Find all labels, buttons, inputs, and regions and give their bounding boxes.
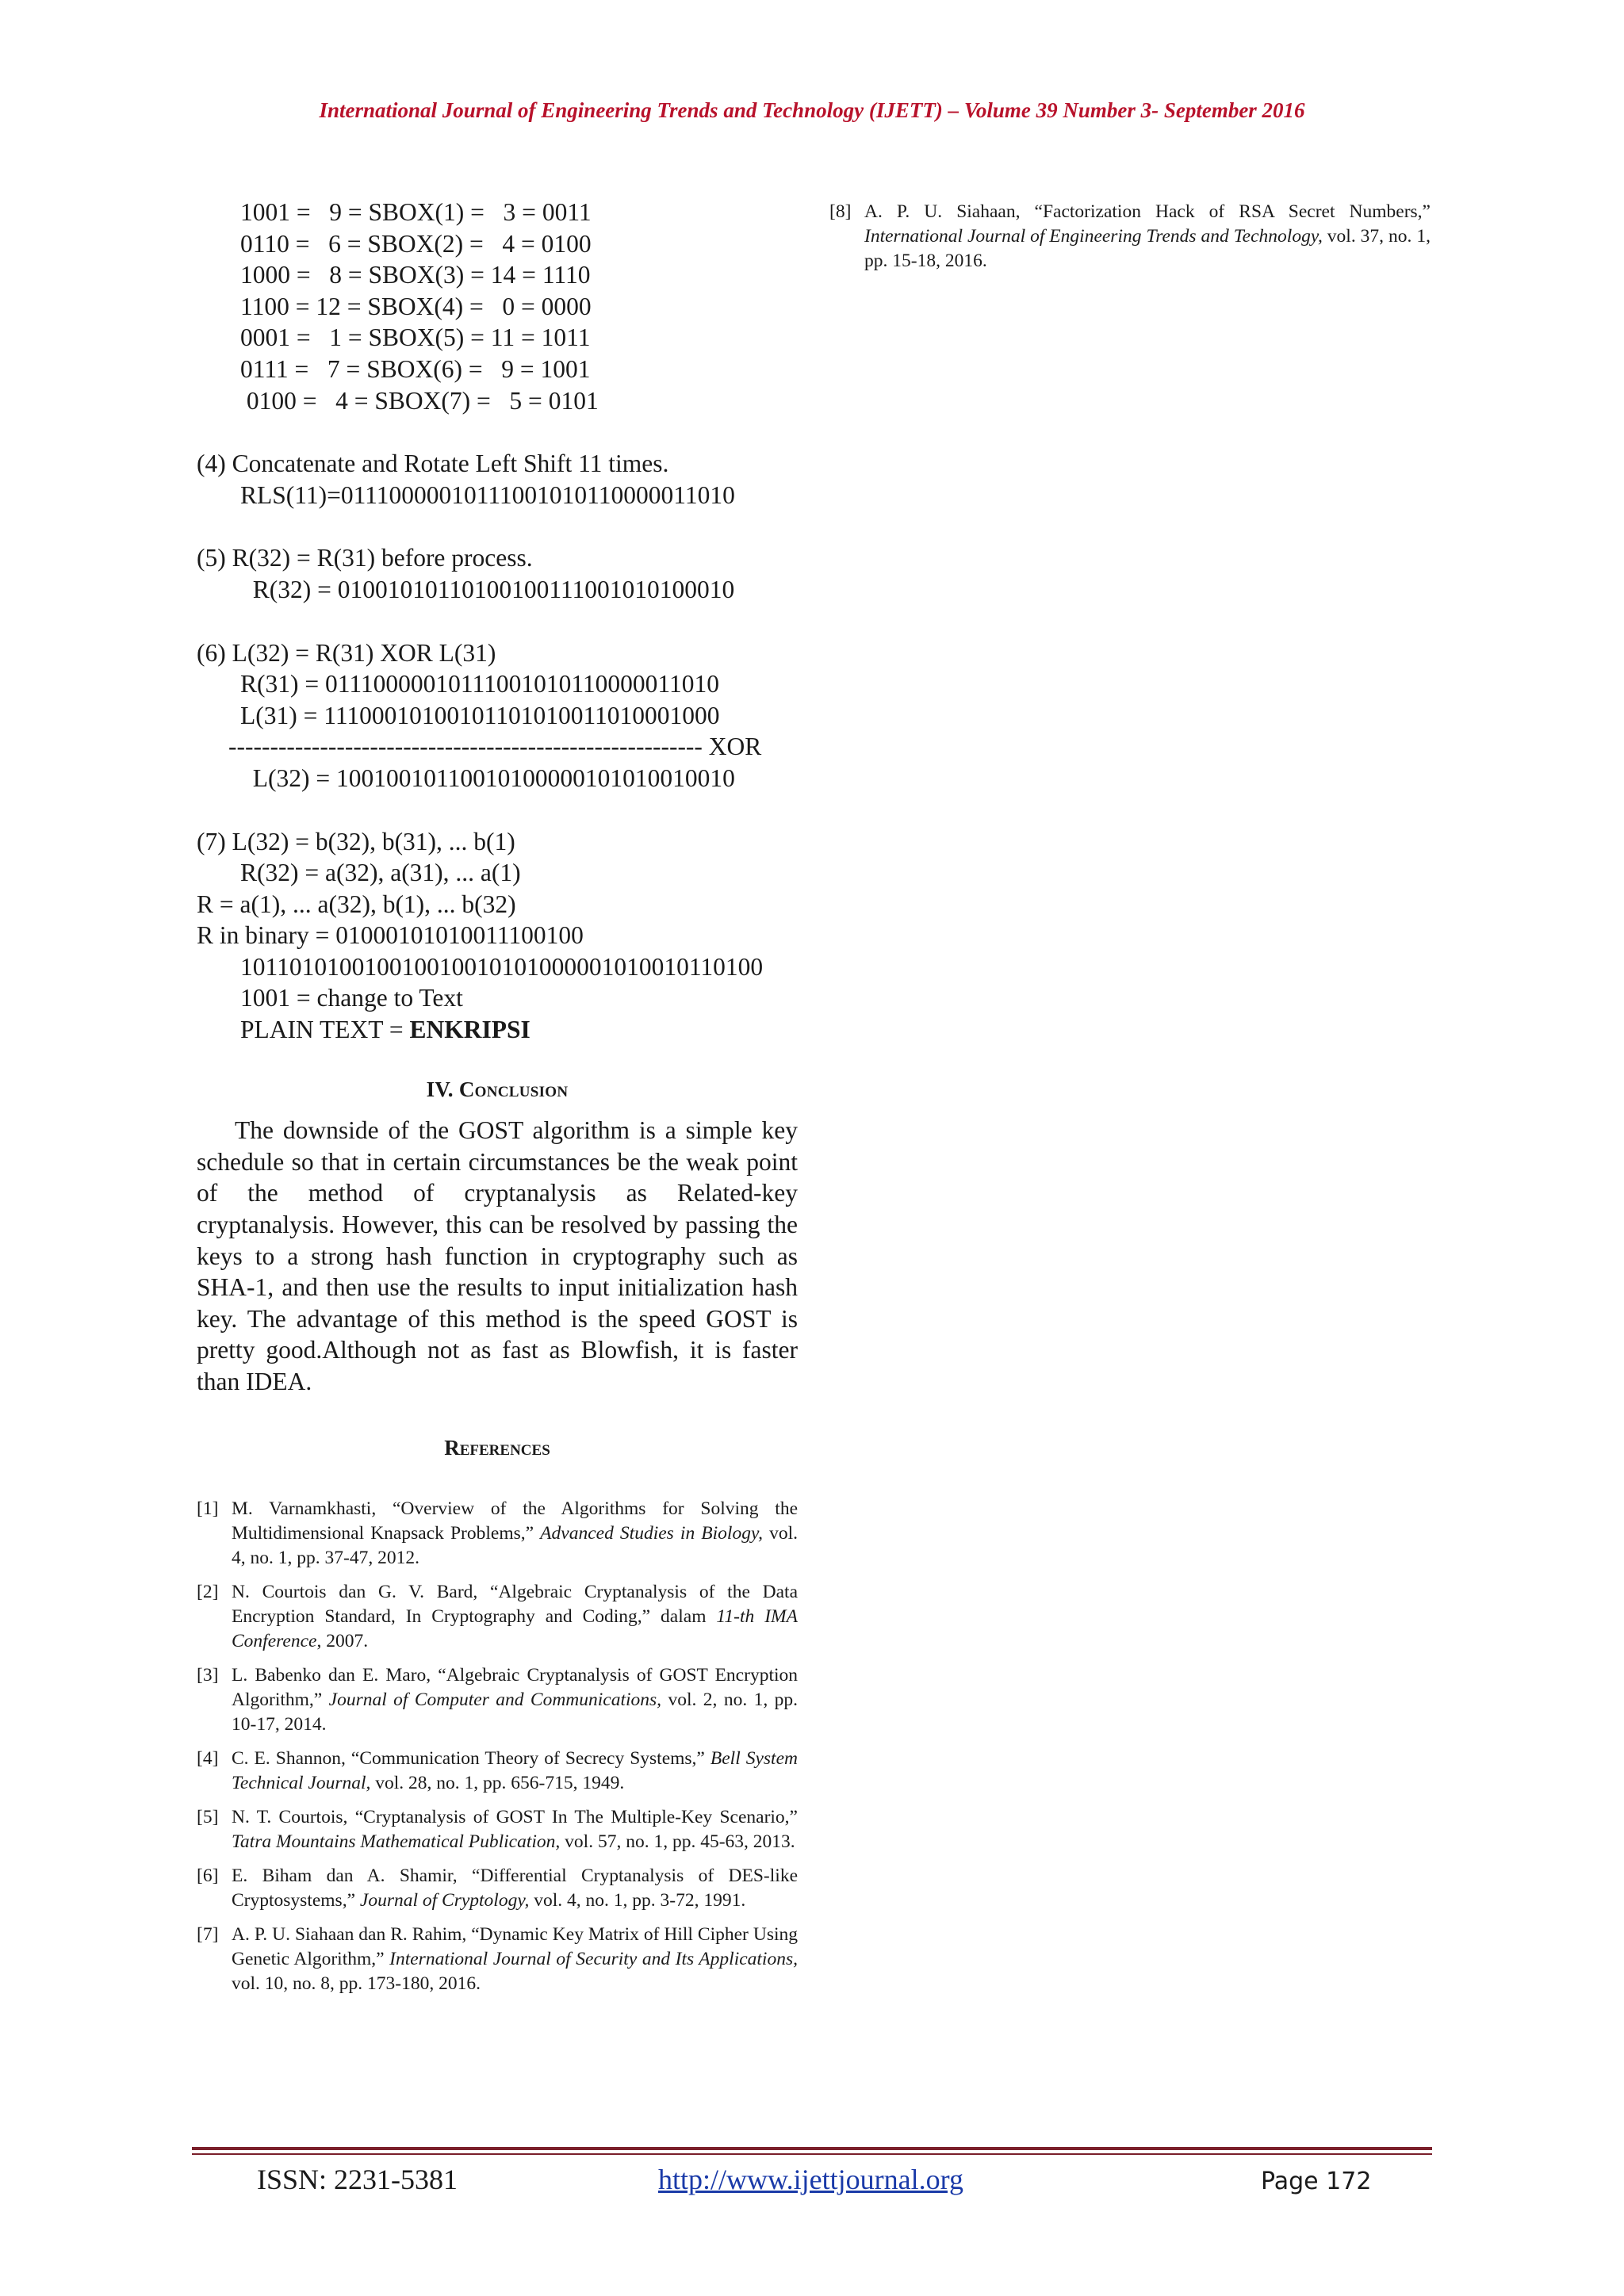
reference-item: [197, 1663, 798, 1737]
reference-item: [197, 1580, 798, 1654]
reference-details: vol. 4, no. 1, pp. 37-47, 2012.: [232, 1523, 798, 1569]
page-number: Page 172: [1261, 2168, 1372, 2195]
references-heading: References: [444, 1435, 550, 1460]
step-line: R(31) = 01110000010111001010110000011010: [240, 670, 719, 698]
left-column: [197, 197, 798, 2006]
journal-header: International Journal of Engineering Trends and Technology (IJETT) – Volume 39 Number 3- September 2016: [319, 98, 1305, 122]
reference-text: L. Babenko dan E. Maro, “Algebraic Cryptanalysis of GOST Encryption Algorithm,”: [232, 1665, 798, 1711]
reference-details: vol. 4, no. 1, pp. 3-72, 1991.: [529, 1890, 746, 1911]
reference-text: E. Biham dan A. Shamir, “Differential Cryptanalysis of DES-like Cryptosystems,”: [232, 1866, 798, 1911]
reference-number: [4]: [197, 1748, 219, 1770]
footer-divider-thin: [192, 2153, 1432, 2155]
sbox-line: 0100 = 4 = SBOX(7) = 5 = 0101: [240, 386, 599, 415]
reference-number: [3]: [197, 1665, 219, 1686]
reference-venue: International Journal of Security and Its Applications,: [389, 1949, 798, 1970]
reference-number: [1]: [197, 1498, 219, 1520]
step-title: (5) R(32) = R(31) before process.: [197, 544, 533, 572]
reference-number: [2]: [197, 1582, 219, 1603]
reference-item: [197, 1864, 798, 1913]
plain-text-value: ENKRIPSI: [409, 1016, 530, 1044]
sbox-line: 0001 = 1 = SBOX(5) = 11 = 1011: [240, 323, 591, 352]
reference-text: M. Varnamkhasti, “Overview of the Algorithms for Solving the Multidimensional Knapsack Problems,”: [232, 1498, 798, 1544]
step-line: L(31) = 11100010100101101010011010001000: [240, 701, 720, 729]
issn-label: ISSN: 2231-5381: [257, 2164, 458, 2195]
step-line: 1001 = change to Text: [240, 984, 463, 1012]
references-list: [197, 1497, 798, 1996]
reference-text: A. P. U. Siahaan dan R. Rahim, “Dynamic Key Matrix of Hill Cipher Using Genetic Algorithm,”: [232, 1924, 798, 1970]
reference-text: A. P. U. Siahaan, “Factorization Hack of RSA Secret Numbers,”: [864, 201, 1431, 222]
sbox-line: 0110 = 6 = SBOX(2) = 4 = 0100: [240, 229, 592, 258]
step-line: R in binary = 01000101010011100100: [197, 921, 584, 950]
reference-details: vol. 57, no. 1, pp. 45-63, 2013.: [560, 1831, 795, 1853]
step-line: R(32) = 01001010110100100111001010100010: [240, 575, 735, 603]
sbox-line: 1000 = 8 = SBOX(3) = 14 = 1110: [240, 261, 591, 289]
reference-number: [6]: [197, 1866, 219, 1887]
reference-item: [197, 1805, 798, 1854]
step-7: [197, 826, 798, 1046]
page-footer: [192, 2163, 1432, 2202]
conclusion-paragraph: The downside of the GOST algorithm is a simple key schedule so that in certain circumstances be the weak point of the method of cryptanalysis as Related-key cryptanalysis. However, this can be resolved by passing the keys to a strong hash function in cryptography such as SHA-1, and then use the results to input initialization hash key. The advantage of this method is the speed GOST is pretty good.Although not as fast as Blowfish, it is faster than IDEA.: [197, 1116, 798, 1395]
sbox-line: 1001 = 9 = SBOX(1) = 3 = 0011: [240, 198, 592, 226]
reference-venue: International Journal of Engineering Trends and Technology,: [864, 226, 1323, 247]
reference-details: vol. 10, no. 8, pp. 173-180, 2016.: [232, 1973, 481, 1995]
sbox-line: 0111 = 7 = SBOX(6) = 9 = 1001: [240, 354, 591, 383]
reference-details: vol. 28, no. 1, pp. 656-715, 1949.: [370, 1773, 625, 1794]
reference-venue: 11-th IMA Conference: [232, 1606, 798, 1652]
reference-item: [197, 1923, 798, 1996]
plain-text-line: [197, 1014, 798, 1046]
reference-venue: Tatra Mountains Mathematical Publication,: [232, 1831, 561, 1853]
reference-details: vol. 2, no. 1, pp. 10-17, 2014.: [232, 1689, 799, 1735]
sbox-table: [197, 197, 798, 416]
reference-details: , 2007.: [316, 1631, 369, 1652]
step-5: [197, 542, 798, 605]
sbox-line: 1100 = 12 = SBOX(4) = 0 = 0000: [240, 292, 592, 320]
reference-text: N. Courtois dan G. V. Bard, “Algebraic Cryptanalysis of the Data Encryption Standard, In Cryptography and Coding,” dalam: [232, 1582, 798, 1628]
step-line: RLS(11)=01110000010111001010110000011010: [240, 480, 735, 509]
step-title: (7) L(32) = b(32), b(31), ... b(1): [197, 827, 515, 855]
reference-text: N. T. Courtois, “Cryptanalysis of GOST In The Multiple-Key Scenario,”: [232, 1807, 798, 1828]
plain-text-label: PLAIN TEXT =: [240, 1016, 410, 1044]
step-title: (4) Concatenate and Rotate Left Shift 11 times.: [197, 450, 669, 478]
reference-venue: Journal of Cryptology,: [359, 1890, 530, 1911]
step-title: (6) L(32) = R(31) XOR L(31): [197, 638, 496, 667]
reference-details: vol. 37, no. 1, pp. 15-18, 2016.: [864, 226, 1431, 271]
reference-venue: Journal of Computer and Communications,: [328, 1689, 662, 1711]
reference-number: [8]: [829, 201, 852, 222]
reference-item: [197, 1497, 798, 1571]
reference-text: C. E. Shannon, “Communication Theory of Secrecy Systems,”: [232, 1748, 710, 1770]
reference-number: [5]: [197, 1807, 219, 1828]
step-line: R = a(1), ... a(32), b(1), ... b(32): [197, 890, 516, 918]
reference-item: [197, 1747, 798, 1796]
xor-separator: --------------------------------------------------------- XOR: [228, 733, 762, 761]
reference-venue: Advanced Studies in Biology,: [540, 1523, 763, 1544]
step-line: 101101010010010010010101000001010010110100: [240, 952, 764, 981]
step-4: [197, 448, 798, 511]
step-line: L(32) = 10010010110010100000101010010010: [240, 763, 735, 792]
step-line: R(32) = a(32), a(31), ... a(1): [240, 859, 521, 887]
footer-divider: [192, 2147, 1432, 2150]
reference-venue: Bell System Technical Journal,: [232, 1748, 798, 1794]
right-column: [829, 200, 1431, 283]
step-6: [197, 637, 798, 794]
conclusion-heading: IV. Conclusion: [426, 1077, 569, 1101]
reference-number: [7]: [197, 1924, 219, 1946]
reference-item: [829, 200, 1431, 274]
journal-url-link[interactable]: http://www.ijettjournal.org: [658, 2164, 963, 2195]
